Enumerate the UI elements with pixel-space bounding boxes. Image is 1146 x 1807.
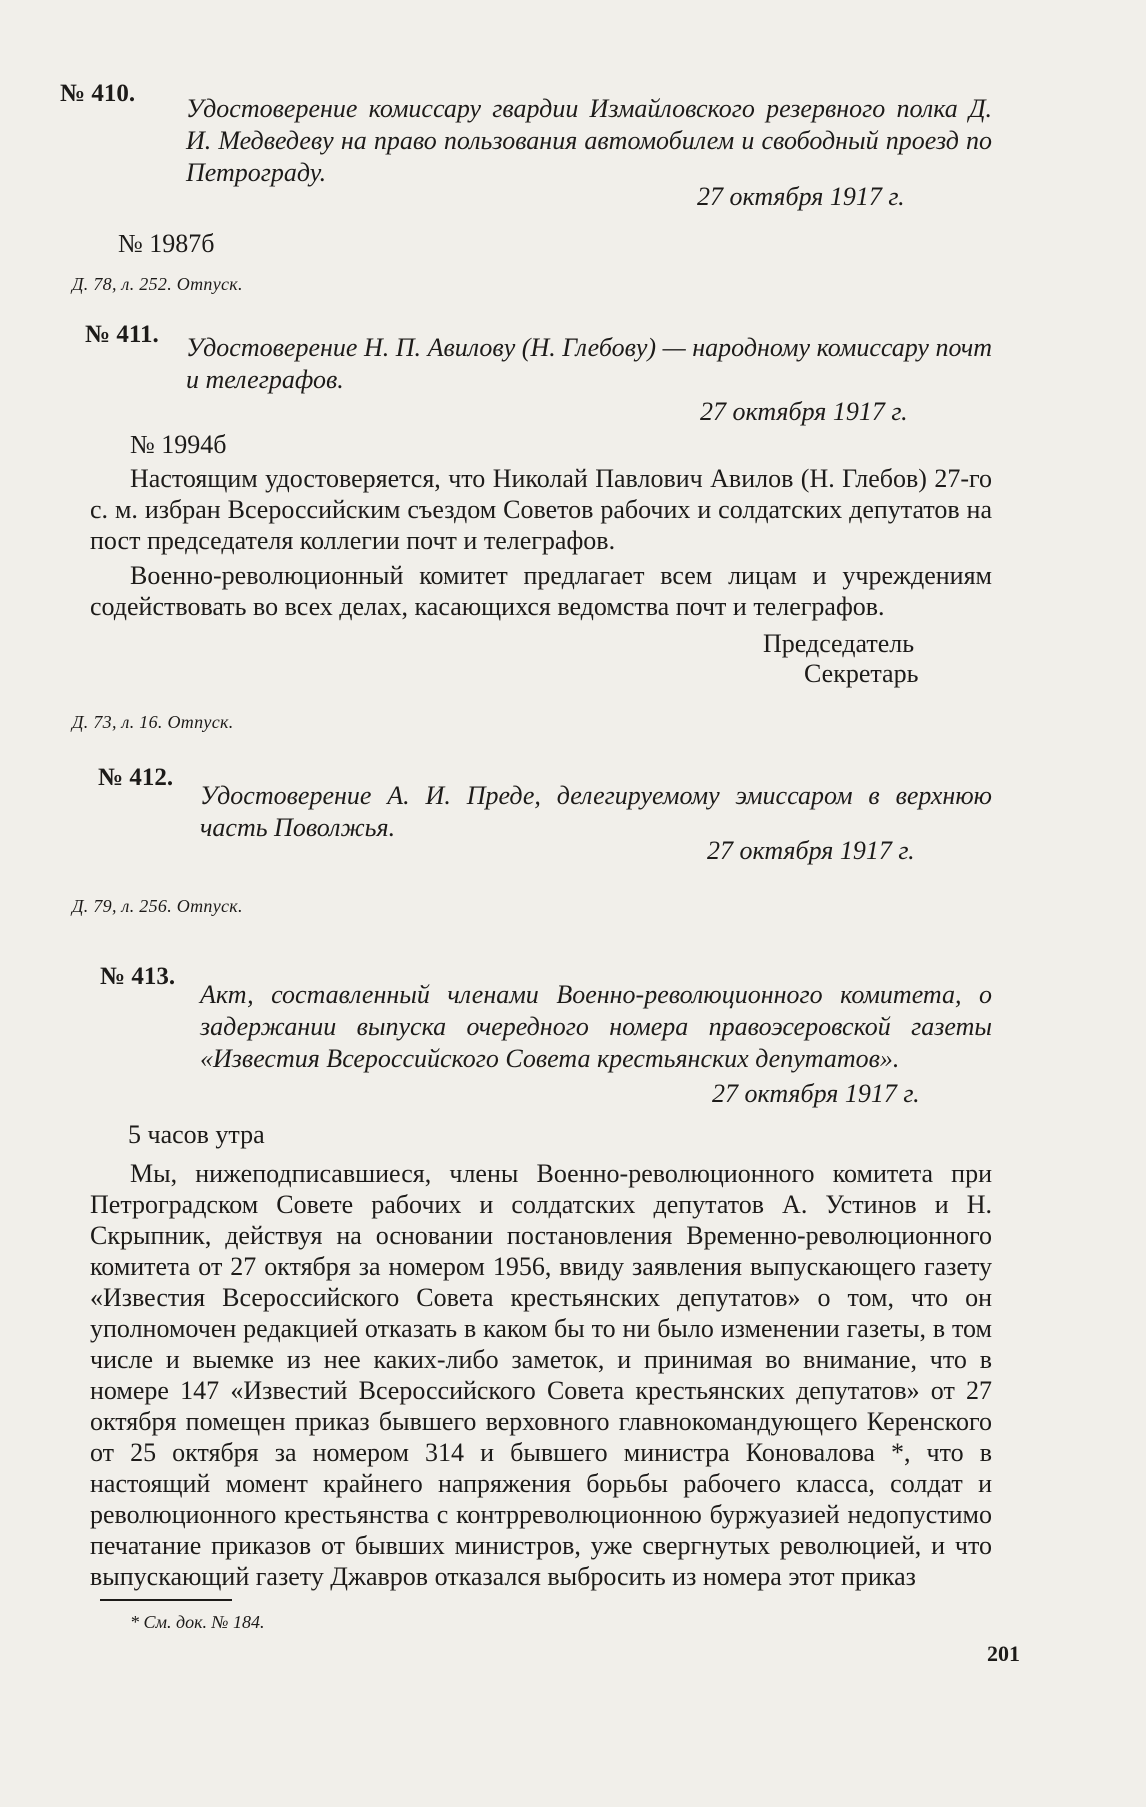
footnote: * См. док. № 184. bbox=[130, 1612, 265, 1632]
doc413-time: 5 часов утра bbox=[128, 1120, 265, 1149]
doc411-title: Удостоверение Н. П. Авилову (Н. Глебову) — народному комиссару почт и телеграфов. bbox=[186, 333, 992, 394]
doc413-paragraph: Мы, нижеподписавшиеся, члены Военно-революционного комитета при Петроградском Совете рабочих и солдатских депутатов А. Устинов и Н. Скрыпник, действуя на основании постановления Временно-революционного комитета от 27 октября за номером 1956, ввиду заявления выпускающего газету «Известия Всероссийского Совета крестьянских депутатов» о том, что он уполномочен редакцией отказать в каком бы то ни было изменении газеты, в том числе и выемке из нее каких-либо заметок, и принимая во внимание, что в номере 147 «Известий Всероссийского Совета крестьянских депутатов» от 27 октября помещен приказ бывшего верховного главнокомандующего Керенского от 25 октября за номером 314 и бывшего министра Коновалова *, что в настоящий момент крайнего напряжения борьбы рабочего класса, солдат и революционного крестьянства с контрреволюционною буржуазией недопустимо печатание приказов от бывших министров, уже свергнутых революцией, и что выпускающий газету Джавров отказался выбросить из номера этот приказ bbox=[90, 1159, 992, 1591]
doc411-date: 27 октября 1917 г. bbox=[700, 397, 908, 426]
doc412-title: Удостоверение А. И. Преде, делегируемому эмиссаром в верхнюю часть Поволжья. bbox=[200, 781, 992, 842]
doc412-source: Д. 79, л. 256. Отпуск. bbox=[72, 896, 243, 916]
doc413-number: № 413. bbox=[100, 963, 176, 990]
doc410-number: № 410. bbox=[60, 80, 136, 107]
doc411-signature-chairman: Председатель bbox=[763, 629, 915, 658]
doc410-title: Удостоверение комиссару гвардии Измайловского резервного полка Д. И. Медведеву на право пользования автомобилем и свободный проезд по Петрограду. bbox=[186, 94, 992, 187]
doc413-title: Акт, составленный членами Военно-революционного комитета, о задержании выпуска очередного номера правоэсеровской газеты «Известия Всероссийского Совета крестьянских депутатов». bbox=[200, 980, 992, 1073]
footnote-divider bbox=[100, 1599, 232, 1601]
doc411-ref: № 1994б bbox=[130, 430, 227, 459]
doc410-ref: № 1987б bbox=[118, 229, 215, 258]
doc412-date: 27 октября 1917 г. bbox=[707, 836, 915, 865]
doc410-date: 27 октября 1917 г. bbox=[697, 182, 905, 211]
doc413-date: 27 октября 1917 г. bbox=[712, 1079, 920, 1108]
page-number: 201 bbox=[987, 1641, 1020, 1666]
doc410-source: Д. 78, л. 252. Отпуск. bbox=[72, 274, 243, 294]
doc412-number: № 412. bbox=[98, 764, 174, 791]
doc411-signature-secretary: Секретарь bbox=[804, 659, 919, 688]
doc411-paragraph-1: Настоящим удостоверяется, что Николай Павлович Авилов (Н. Глебов) 27-го с. м. избран Всероссийским съездом Советов рабочих и солдатских депутатов на пост председателя коллегии почт и телеграфов. bbox=[90, 464, 992, 555]
doc411-paragraph-2: Военно-революционный комитет предлагает всем лицам и учреждениям содействовать во всех делах, касающихся ведомства почт и телеграфов. bbox=[90, 561, 992, 621]
doc411-number: № 411. bbox=[85, 321, 159, 348]
doc411-source: Д. 73, л. 16. Отпуск. bbox=[72, 712, 234, 732]
